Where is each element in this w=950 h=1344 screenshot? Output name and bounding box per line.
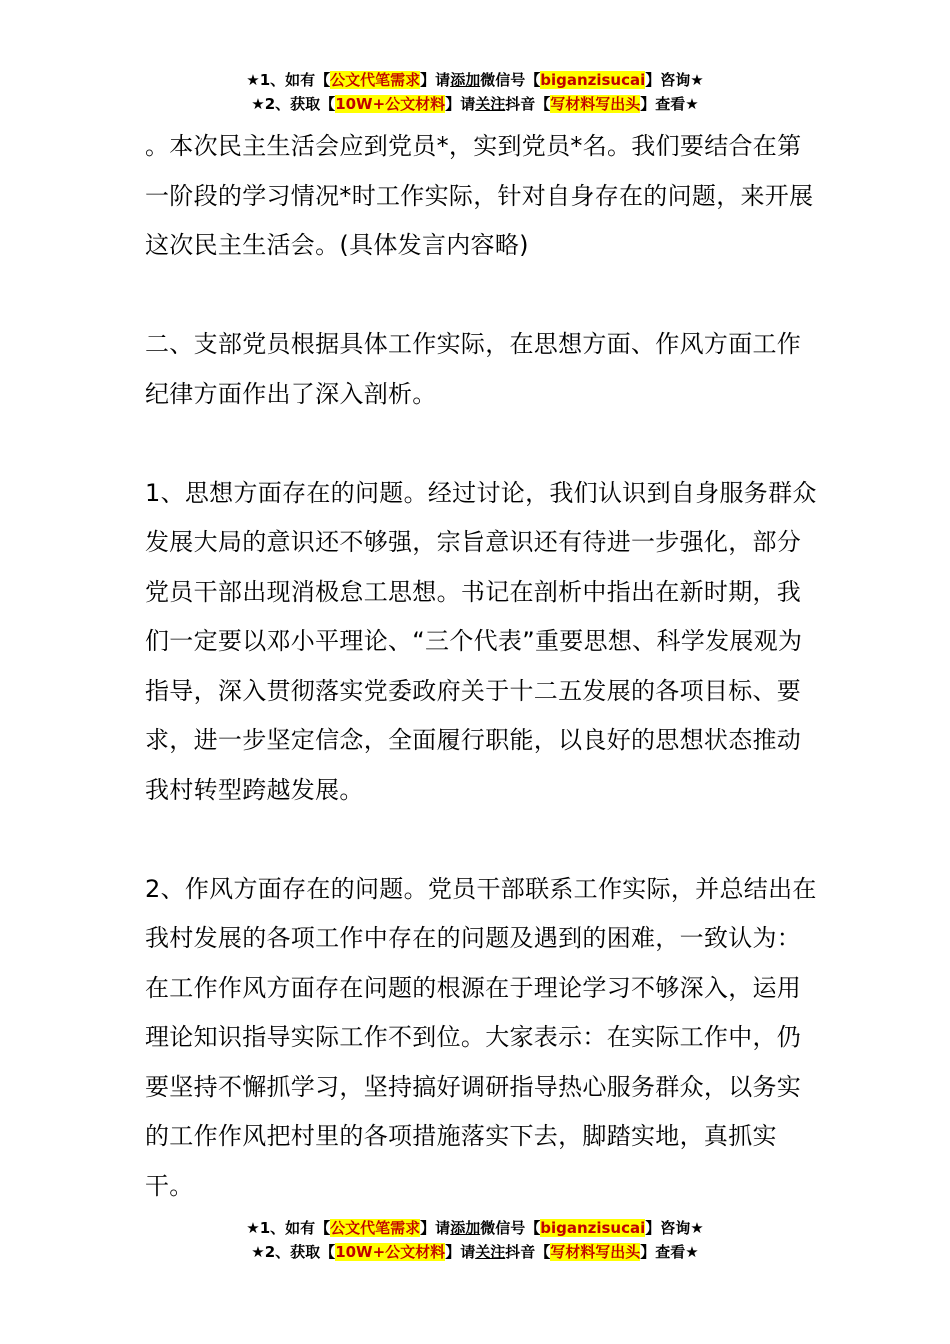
paragraph-section-two: 二、支部党员根据具体工作实际，在思想方面、作风方面工作纪律方面作出了深入剖析。	[145, 330, 802, 408]
document-body	[145, 122, 825, 1211]
banner-underlined: 添加	[450, 1219, 481, 1237]
banner-text: ★2、获取【	[251, 95, 336, 113]
banner-text: 】查看★	[640, 95, 699, 113]
highlight-materials: 10W+公文材料	[335, 1243, 446, 1261]
banner-text: 】查看★	[640, 1243, 699, 1261]
banner-text: 微信号【	[480, 71, 541, 89]
header-banner	[0, 68, 950, 116]
banner-text: 抖音【	[505, 1243, 551, 1261]
paragraph-gap	[145, 815, 825, 865]
footer-banner	[0, 1216, 950, 1264]
banner-underlined: 添加	[450, 71, 481, 89]
highlight-douyin-account: 写材料写出头	[550, 1243, 641, 1261]
highlight-wechat-id: biganzisucai	[540, 1219, 646, 1237]
banner-underlined: 关注	[475, 95, 506, 113]
paragraph-gap	[145, 419, 825, 469]
banner-text: 】请	[445, 1243, 476, 1261]
paragraph-style-issues: 2、作风方面存在的问题。党员干部联系工作实际，并总结出在我村发展的各项工作中存在的问题及遇到的困难，一致认为：在工作作风方面存在问题的根源在于理论学习不够深入，运用理论知识指导实际工作不到位。大家表示：在实际工作中，仍要坚持不懈抓学习，坚持搞好调研指导热心服务群众，以务实的工作作风把村里的各项措施落实下去，脚踏实地，真抓实干。	[145, 874, 817, 1200]
highlight-service: 公文代笔需求	[330, 1219, 421, 1237]
banner-underlined: 关注	[475, 1243, 506, 1261]
highlight-douyin-account: 写材料写出头	[550, 95, 641, 113]
banner-text: 】请	[420, 1219, 451, 1237]
paragraph-thinking-issues: 1、思想方面存在的问题。经过讨论，我们认识到自身服务群众发展大局的意识还不够强，宗旨意识还有待进一步强化，部分党员干部出现消极怠工思想。书记在剖析中指出在新时期，我们一定要以邓小平理论、“三个代表”重要思想、科学发展观为指导，深入贯彻落实党委政府关于十二五发展的各项目标、要求，进一步坚定信念，全面履行职能，以良好的思想状态推动我村转型跨越发展。	[145, 478, 817, 804]
banner-line-2	[0, 92, 950, 116]
banner-text: ★1、如有【	[246, 71, 331, 89]
highlight-wechat-id: biganzisucai	[540, 71, 646, 89]
banner-text: ★2、获取【	[251, 1243, 336, 1261]
banner-text: 抖音【	[505, 95, 551, 113]
banner-text: 】咨询★	[645, 1219, 704, 1237]
banner-text: 】请	[420, 71, 451, 89]
highlight-materials: 10W+公文材料	[335, 95, 446, 113]
banner-line-1	[0, 1216, 950, 1240]
banner-text: 】请	[445, 95, 476, 113]
paragraph-intro: 。本次民主生活会应到党员*，实到党员*名。我们要结合在第一阶段的学习情况*时工作实际，针对自身存在的问题，来开展这次民主生活会。(具体发言内容略)	[145, 132, 814, 259]
banner-text: 】咨询★	[645, 71, 704, 89]
banner-text: 微信号【	[480, 1219, 541, 1237]
banner-line-1	[0, 68, 950, 92]
highlight-service: 公文代笔需求	[330, 71, 421, 89]
banner-line-2	[0, 1240, 950, 1264]
banner-text: ★1、如有【	[246, 1219, 331, 1237]
paragraph-gap	[145, 271, 825, 321]
